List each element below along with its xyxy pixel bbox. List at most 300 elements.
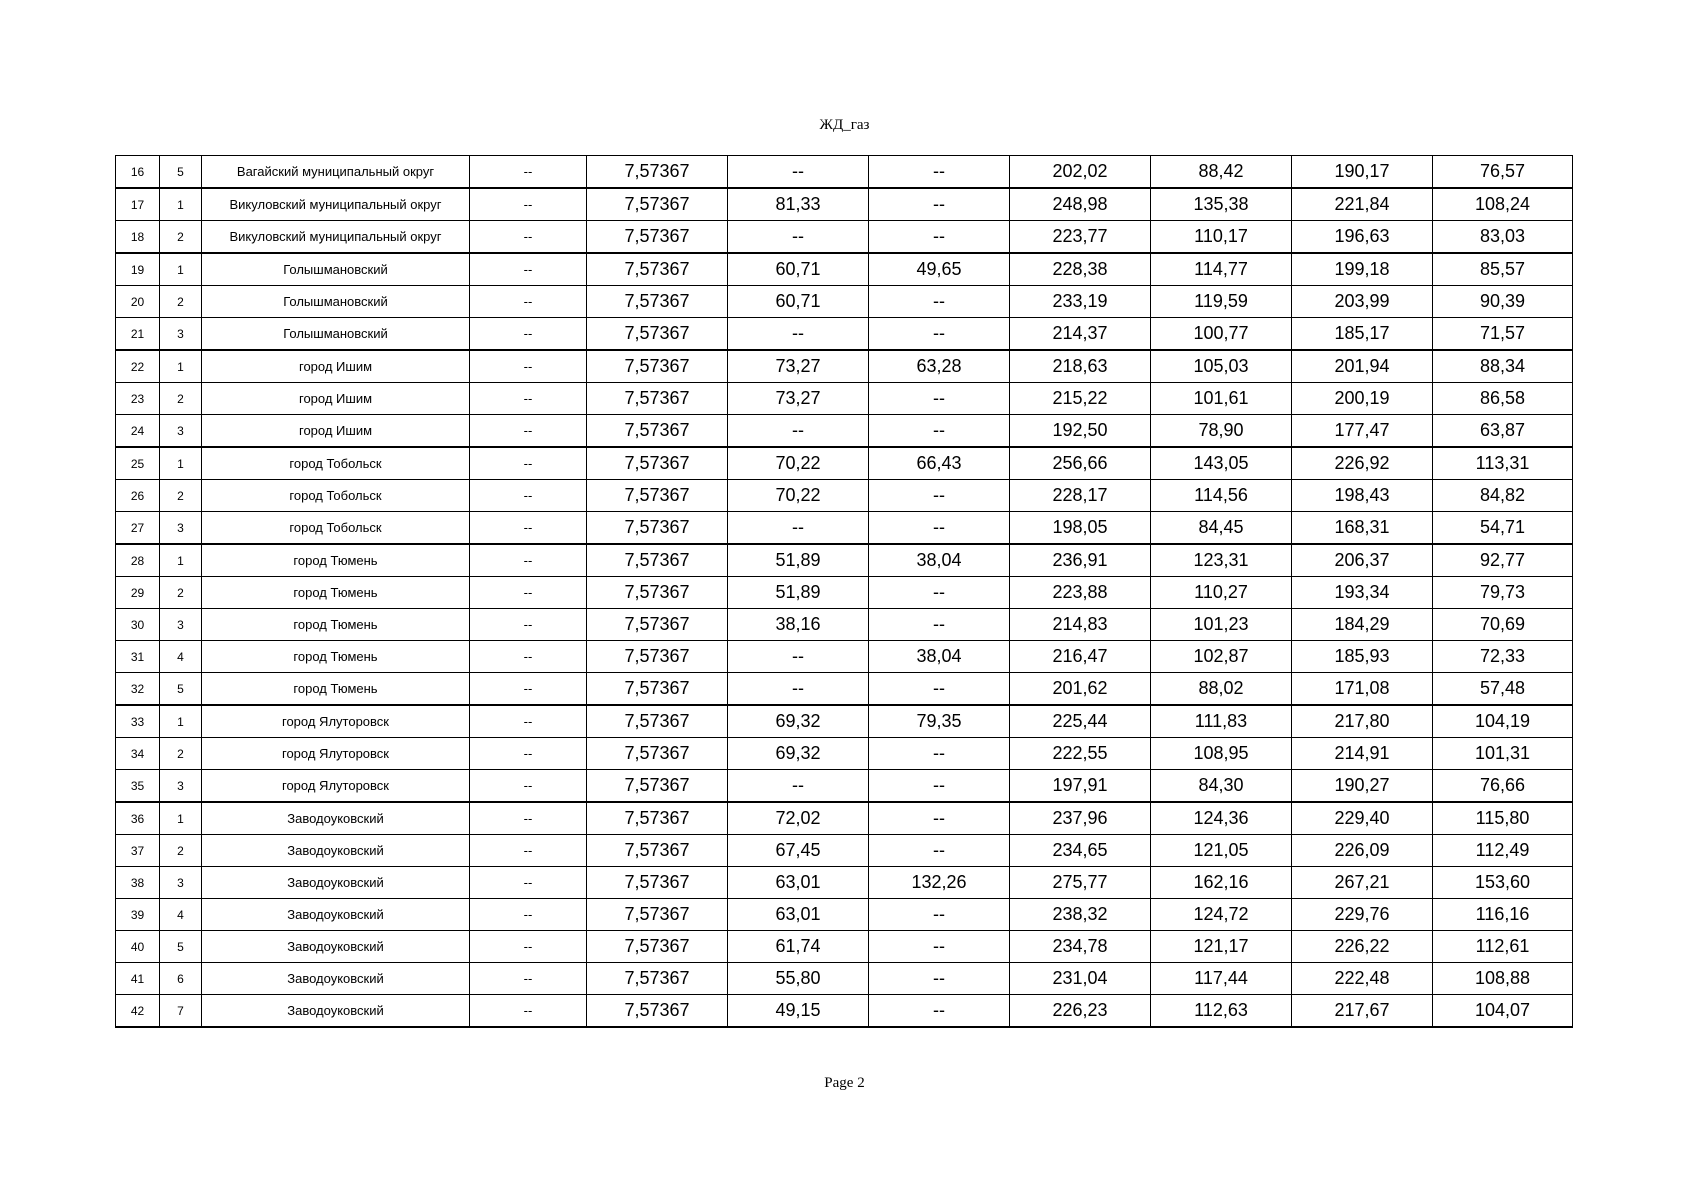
coefficient-cell: 7,57367 xyxy=(587,641,728,673)
value-1-cell: 51,89 xyxy=(728,544,869,577)
value-5-cell: 221,84 xyxy=(1292,188,1433,221)
value-1-cell: -- xyxy=(728,512,869,545)
value-1-cell: -- xyxy=(728,770,869,803)
value-3-cell: 228,17 xyxy=(1010,480,1151,512)
value-6-cell: 76,57 xyxy=(1433,156,1573,189)
table-row xyxy=(116,447,1573,480)
placeholder-cell: -- xyxy=(470,641,587,673)
row-number-cell: 3 xyxy=(160,867,202,899)
district-name-cell: город Тюмень xyxy=(202,577,470,609)
table-row xyxy=(116,770,1573,803)
row-index-cell: 33 xyxy=(116,705,160,738)
table-row xyxy=(116,963,1573,995)
value-1-cell: 73,27 xyxy=(728,350,869,383)
table-row xyxy=(116,673,1573,706)
value-6-cell: 104,07 xyxy=(1433,995,1573,1028)
row-index-cell: 41 xyxy=(116,963,160,995)
coefficient-cell: 7,57367 xyxy=(587,673,728,706)
placeholder-cell: -- xyxy=(470,577,587,609)
table-row xyxy=(116,318,1573,351)
value-6-cell: 86,58 xyxy=(1433,383,1573,415)
value-3-cell: 236,91 xyxy=(1010,544,1151,577)
value-6-cell: 88,34 xyxy=(1433,350,1573,383)
table-row xyxy=(116,802,1573,835)
value-1-cell: 70,22 xyxy=(728,447,869,480)
district-name-cell: Вагайский муниципальный округ xyxy=(202,156,470,189)
value-5-cell: 190,17 xyxy=(1292,156,1433,189)
value-3-cell: 202,02 xyxy=(1010,156,1151,189)
row-number-cell: 3 xyxy=(160,609,202,641)
value-1-cell: 61,74 xyxy=(728,931,869,963)
row-number-cell: 6 xyxy=(160,963,202,995)
data-table xyxy=(115,155,1573,1028)
row-number-cell: 1 xyxy=(160,705,202,738)
table-row xyxy=(116,995,1573,1028)
placeholder-cell: -- xyxy=(470,995,587,1028)
value-6-cell: 104,19 xyxy=(1433,705,1573,738)
value-2-cell: -- xyxy=(869,188,1010,221)
coefficient-cell: 7,57367 xyxy=(587,802,728,835)
value-5-cell: 226,09 xyxy=(1292,835,1433,867)
value-4-cell: 78,90 xyxy=(1151,415,1292,448)
value-3-cell: 223,88 xyxy=(1010,577,1151,609)
row-number-cell: 2 xyxy=(160,835,202,867)
value-5-cell: 185,17 xyxy=(1292,318,1433,351)
table-body xyxy=(116,156,1573,1028)
coefficient-cell: 7,57367 xyxy=(587,350,728,383)
value-5-cell: 200,19 xyxy=(1292,383,1433,415)
page-footer: Page 2 xyxy=(824,1075,865,1091)
value-4-cell: 101,23 xyxy=(1151,609,1292,641)
row-number-cell: 3 xyxy=(160,415,202,448)
placeholder-cell: -- xyxy=(470,350,587,383)
value-4-cell: 124,36 xyxy=(1151,802,1292,835)
value-1-cell: 73,27 xyxy=(728,383,869,415)
placeholder-cell: -- xyxy=(470,705,587,738)
value-2-cell: -- xyxy=(869,899,1010,931)
coefficient-cell: 7,57367 xyxy=(587,253,728,286)
value-2-cell: 63,28 xyxy=(869,350,1010,383)
placeholder-cell: -- xyxy=(470,221,587,254)
district-name-cell: Заводоуковский xyxy=(202,931,470,963)
value-6-cell: 92,77 xyxy=(1433,544,1573,577)
value-2-cell: -- xyxy=(869,931,1010,963)
district-name-cell: город Тюмень xyxy=(202,544,470,577)
value-2-cell: -- xyxy=(869,383,1010,415)
row-index-cell: 40 xyxy=(116,931,160,963)
value-2-cell: -- xyxy=(869,286,1010,318)
coefficient-cell: 7,57367 xyxy=(587,221,728,254)
value-5-cell: 206,37 xyxy=(1292,544,1433,577)
value-6-cell: 108,88 xyxy=(1433,963,1573,995)
value-3-cell: 197,91 xyxy=(1010,770,1151,803)
value-4-cell: 123,31 xyxy=(1151,544,1292,577)
value-4-cell: 84,45 xyxy=(1151,512,1292,545)
value-5-cell: 201,94 xyxy=(1292,350,1433,383)
value-2-cell: -- xyxy=(869,415,1010,448)
value-4-cell: 84,30 xyxy=(1151,770,1292,803)
row-index-cell: 22 xyxy=(116,350,160,383)
value-6-cell: 85,57 xyxy=(1433,253,1573,286)
value-6-cell: 112,61 xyxy=(1433,931,1573,963)
value-5-cell: 222,48 xyxy=(1292,963,1433,995)
value-4-cell: 124,72 xyxy=(1151,899,1292,931)
value-5-cell: 226,22 xyxy=(1292,931,1433,963)
coefficient-cell: 7,57367 xyxy=(587,447,728,480)
value-4-cell: 110,17 xyxy=(1151,221,1292,254)
value-2-cell: -- xyxy=(869,318,1010,351)
coefficient-cell: 7,57367 xyxy=(587,995,728,1028)
row-number-cell: 5 xyxy=(160,673,202,706)
value-5-cell: 177,47 xyxy=(1292,415,1433,448)
value-3-cell: 214,83 xyxy=(1010,609,1151,641)
row-number-cell: 1 xyxy=(160,253,202,286)
value-4-cell: 121,05 xyxy=(1151,835,1292,867)
row-number-cell: 1 xyxy=(160,350,202,383)
value-5-cell: 196,63 xyxy=(1292,221,1433,254)
value-3-cell: 256,66 xyxy=(1010,447,1151,480)
placeholder-cell: -- xyxy=(470,156,587,189)
table-row xyxy=(116,641,1573,673)
value-3-cell: 275,77 xyxy=(1010,867,1151,899)
value-2-cell: -- xyxy=(869,673,1010,706)
placeholder-cell: -- xyxy=(470,738,587,770)
value-4-cell: 112,63 xyxy=(1151,995,1292,1028)
value-1-cell: 81,33 xyxy=(728,188,869,221)
value-3-cell: 228,38 xyxy=(1010,253,1151,286)
value-5-cell: 199,18 xyxy=(1292,253,1433,286)
value-3-cell: 237,96 xyxy=(1010,802,1151,835)
value-6-cell: 116,16 xyxy=(1433,899,1573,931)
coefficient-cell: 7,57367 xyxy=(587,188,728,221)
value-3-cell: 192,50 xyxy=(1010,415,1151,448)
table-row xyxy=(116,286,1573,318)
value-4-cell: 135,38 xyxy=(1151,188,1292,221)
row-number-cell: 1 xyxy=(160,544,202,577)
coefficient-cell: 7,57367 xyxy=(587,899,728,931)
row-number-cell: 5 xyxy=(160,931,202,963)
table-row xyxy=(116,350,1573,383)
value-4-cell: 88,02 xyxy=(1151,673,1292,706)
value-3-cell: 222,55 xyxy=(1010,738,1151,770)
value-5-cell: 229,40 xyxy=(1292,802,1433,835)
placeholder-cell: -- xyxy=(470,931,587,963)
value-4-cell: 105,03 xyxy=(1151,350,1292,383)
district-name-cell: город Ишим xyxy=(202,415,470,448)
coefficient-cell: 7,57367 xyxy=(587,512,728,545)
placeholder-cell: -- xyxy=(470,415,587,448)
value-6-cell: 54,71 xyxy=(1433,512,1573,545)
district-name-cell: город Тобольск xyxy=(202,480,470,512)
value-6-cell: 71,57 xyxy=(1433,318,1573,351)
value-1-cell: 38,16 xyxy=(728,609,869,641)
value-2-cell: -- xyxy=(869,577,1010,609)
placeholder-cell: -- xyxy=(470,867,587,899)
value-1-cell: 60,71 xyxy=(728,253,869,286)
value-6-cell: 115,80 xyxy=(1433,802,1573,835)
value-6-cell: 83,03 xyxy=(1433,221,1573,254)
value-2-cell: -- xyxy=(869,156,1010,189)
row-number-cell: 7 xyxy=(160,995,202,1028)
value-2-cell: 38,04 xyxy=(869,544,1010,577)
placeholder-cell: -- xyxy=(470,802,587,835)
row-number-cell: 4 xyxy=(160,641,202,673)
row-number-cell: 1 xyxy=(160,447,202,480)
value-3-cell: 218,63 xyxy=(1010,350,1151,383)
row-index-cell: 36 xyxy=(116,802,160,835)
placeholder-cell: -- xyxy=(470,609,587,641)
coefficient-cell: 7,57367 xyxy=(587,705,728,738)
placeholder-cell: -- xyxy=(470,253,587,286)
table-row xyxy=(116,156,1573,189)
table-row xyxy=(116,383,1573,415)
value-3-cell: 226,23 xyxy=(1010,995,1151,1028)
district-name-cell: город Тобольск xyxy=(202,447,470,480)
row-index-cell: 39 xyxy=(116,899,160,931)
value-2-cell: 79,35 xyxy=(869,705,1010,738)
table-row xyxy=(116,544,1573,577)
row-number-cell: 3 xyxy=(160,318,202,351)
value-4-cell: 143,05 xyxy=(1151,447,1292,480)
value-5-cell: 226,92 xyxy=(1292,447,1433,480)
row-index-cell: 24 xyxy=(116,415,160,448)
coefficient-cell: 7,57367 xyxy=(587,480,728,512)
placeholder-cell: -- xyxy=(470,899,587,931)
value-1-cell: 55,80 xyxy=(728,963,869,995)
value-5-cell: 198,43 xyxy=(1292,480,1433,512)
district-name-cell: Заводоуковский xyxy=(202,867,470,899)
coefficient-cell: 7,57367 xyxy=(587,835,728,867)
coefficient-cell: 7,57367 xyxy=(587,609,728,641)
value-2-cell: 66,43 xyxy=(869,447,1010,480)
district-name-cell: город Ишим xyxy=(202,350,470,383)
value-1-cell: -- xyxy=(728,415,869,448)
coefficient-cell: 7,57367 xyxy=(587,318,728,351)
table-row xyxy=(116,899,1573,931)
row-index-cell: 29 xyxy=(116,577,160,609)
row-number-cell: 5 xyxy=(160,156,202,189)
value-5-cell: 168,31 xyxy=(1292,512,1433,545)
table-row xyxy=(116,253,1573,286)
value-5-cell: 193,34 xyxy=(1292,577,1433,609)
district-name-cell: город Ялуторовск xyxy=(202,770,470,803)
table-row xyxy=(116,705,1573,738)
row-index-cell: 30 xyxy=(116,609,160,641)
row-index-cell: 27 xyxy=(116,512,160,545)
value-5-cell: 217,80 xyxy=(1292,705,1433,738)
district-name-cell: Викуловский муниципальный округ xyxy=(202,188,470,221)
row-number-cell: 4 xyxy=(160,899,202,931)
value-4-cell: 100,77 xyxy=(1151,318,1292,351)
table-row xyxy=(116,577,1573,609)
placeholder-cell: -- xyxy=(470,544,587,577)
table-row xyxy=(116,480,1573,512)
row-index-cell: 19 xyxy=(116,253,160,286)
placeholder-cell: -- xyxy=(470,512,587,545)
row-index-cell: 42 xyxy=(116,995,160,1028)
value-3-cell: 198,05 xyxy=(1010,512,1151,545)
value-1-cell: -- xyxy=(728,221,869,254)
value-2-cell: -- xyxy=(869,609,1010,641)
coefficient-cell: 7,57367 xyxy=(587,383,728,415)
row-number-cell: 2 xyxy=(160,286,202,318)
value-3-cell: 215,22 xyxy=(1010,383,1151,415)
value-2-cell: -- xyxy=(869,802,1010,835)
value-6-cell: 84,82 xyxy=(1433,480,1573,512)
value-6-cell: 79,73 xyxy=(1433,577,1573,609)
district-name-cell: город Тюмень xyxy=(202,609,470,641)
value-1-cell: 69,32 xyxy=(728,705,869,738)
row-index-cell: 20 xyxy=(116,286,160,318)
value-6-cell: 108,24 xyxy=(1433,188,1573,221)
table-row xyxy=(116,738,1573,770)
placeholder-cell: -- xyxy=(470,673,587,706)
value-4-cell: 162,16 xyxy=(1151,867,1292,899)
value-6-cell: 113,31 xyxy=(1433,447,1573,480)
district-name-cell: Заводоуковский xyxy=(202,963,470,995)
value-5-cell: 185,93 xyxy=(1292,641,1433,673)
row-index-cell: 26 xyxy=(116,480,160,512)
row-number-cell: 3 xyxy=(160,512,202,545)
placeholder-cell: -- xyxy=(470,835,587,867)
value-4-cell: 110,27 xyxy=(1151,577,1292,609)
value-4-cell: 114,77 xyxy=(1151,253,1292,286)
district-name-cell: город Ишим xyxy=(202,383,470,415)
value-1-cell: 69,32 xyxy=(728,738,869,770)
value-6-cell: 76,66 xyxy=(1433,770,1573,803)
table-row xyxy=(116,221,1573,254)
row-index-cell: 31 xyxy=(116,641,160,673)
district-name-cell: Заводоуковский xyxy=(202,995,470,1028)
district-name-cell: город Ялуторовск xyxy=(202,738,470,770)
value-5-cell: 214,91 xyxy=(1292,738,1433,770)
placeholder-cell: -- xyxy=(470,188,587,221)
placeholder-cell: -- xyxy=(470,480,587,512)
placeholder-cell: -- xyxy=(470,770,587,803)
value-3-cell: 216,47 xyxy=(1010,641,1151,673)
coefficient-cell: 7,57367 xyxy=(587,738,728,770)
row-index-cell: 25 xyxy=(116,447,160,480)
district-name-cell: Голышмановский xyxy=(202,253,470,286)
value-4-cell: 108,95 xyxy=(1151,738,1292,770)
table-row xyxy=(116,188,1573,221)
value-2-cell: 49,65 xyxy=(869,253,1010,286)
value-1-cell: 63,01 xyxy=(728,899,869,931)
value-2-cell: -- xyxy=(869,995,1010,1028)
value-1-cell: 67,45 xyxy=(728,835,869,867)
row-index-cell: 18 xyxy=(116,221,160,254)
value-6-cell: 70,69 xyxy=(1433,609,1573,641)
district-name-cell: город Тюмень xyxy=(202,641,470,673)
value-3-cell: 225,44 xyxy=(1010,705,1151,738)
value-1-cell: 63,01 xyxy=(728,867,869,899)
value-3-cell: 214,37 xyxy=(1010,318,1151,351)
row-number-cell: 2 xyxy=(160,577,202,609)
coefficient-cell: 7,57367 xyxy=(587,286,728,318)
row-index-cell: 28 xyxy=(116,544,160,577)
value-2-cell: -- xyxy=(869,480,1010,512)
placeholder-cell: -- xyxy=(470,963,587,995)
table-row xyxy=(116,415,1573,448)
value-5-cell: 267,21 xyxy=(1292,867,1433,899)
table-row xyxy=(116,867,1573,899)
value-6-cell: 101,31 xyxy=(1433,738,1573,770)
value-1-cell: 70,22 xyxy=(728,480,869,512)
coefficient-cell: 7,57367 xyxy=(587,867,728,899)
value-2-cell: -- xyxy=(869,835,1010,867)
value-1-cell: 51,89 xyxy=(728,577,869,609)
district-name-cell: Заводоуковский xyxy=(202,899,470,931)
value-4-cell: 88,42 xyxy=(1151,156,1292,189)
row-number-cell: 3 xyxy=(160,770,202,803)
coefficient-cell: 7,57367 xyxy=(587,963,728,995)
value-2-cell: -- xyxy=(869,963,1010,995)
value-5-cell: 190,27 xyxy=(1292,770,1433,803)
placeholder-cell: -- xyxy=(470,447,587,480)
placeholder-cell: -- xyxy=(470,318,587,351)
value-1-cell: 72,02 xyxy=(728,802,869,835)
row-index-cell: 16 xyxy=(116,156,160,189)
value-2-cell: -- xyxy=(869,512,1010,545)
district-name-cell: город Ялуторовск xyxy=(202,705,470,738)
value-5-cell: 229,76 xyxy=(1292,899,1433,931)
value-5-cell: 171,08 xyxy=(1292,673,1433,706)
value-3-cell: 223,77 xyxy=(1010,221,1151,254)
value-1-cell: -- xyxy=(728,156,869,189)
value-4-cell: 117,44 xyxy=(1151,963,1292,995)
row-index-cell: 35 xyxy=(116,770,160,803)
value-1-cell: -- xyxy=(728,318,869,351)
table-row xyxy=(116,931,1573,963)
value-5-cell: 184,29 xyxy=(1292,609,1433,641)
district-name-cell: Заводоуковский xyxy=(202,802,470,835)
value-4-cell: 121,17 xyxy=(1151,931,1292,963)
value-2-cell: -- xyxy=(869,770,1010,803)
value-4-cell: 111,83 xyxy=(1151,705,1292,738)
placeholder-cell: -- xyxy=(470,286,587,318)
row-index-cell: 21 xyxy=(116,318,160,351)
value-1-cell: -- xyxy=(728,673,869,706)
table-row xyxy=(116,512,1573,545)
value-2-cell: 38,04 xyxy=(869,641,1010,673)
value-6-cell: 153,60 xyxy=(1433,867,1573,899)
coefficient-cell: 7,57367 xyxy=(587,415,728,448)
coefficient-cell: 7,57367 xyxy=(587,577,728,609)
value-5-cell: 217,67 xyxy=(1292,995,1433,1028)
coefficient-cell: 7,57367 xyxy=(587,931,728,963)
placeholder-cell: -- xyxy=(470,383,587,415)
value-3-cell: 238,32 xyxy=(1010,899,1151,931)
coefficient-cell: 7,57367 xyxy=(587,770,728,803)
district-name-cell: город Тобольск xyxy=(202,512,470,545)
value-2-cell: -- xyxy=(869,738,1010,770)
district-name-cell: Викуловский муниципальный округ xyxy=(202,221,470,254)
value-6-cell: 112,49 xyxy=(1433,835,1573,867)
page-header: ЖД_газ xyxy=(819,117,870,133)
coefficient-cell: 7,57367 xyxy=(587,544,728,577)
value-6-cell: 57,48 xyxy=(1433,673,1573,706)
row-index-cell: 23 xyxy=(116,383,160,415)
row-index-cell: 34 xyxy=(116,738,160,770)
district-name-cell: Голышмановский xyxy=(202,286,470,318)
value-4-cell: 114,56 xyxy=(1151,480,1292,512)
value-1-cell: 49,15 xyxy=(728,995,869,1028)
row-number-cell: 2 xyxy=(160,480,202,512)
district-name-cell: Заводоуковский xyxy=(202,835,470,867)
value-3-cell: 231,04 xyxy=(1010,963,1151,995)
value-3-cell: 248,98 xyxy=(1010,188,1151,221)
value-4-cell: 102,87 xyxy=(1151,641,1292,673)
